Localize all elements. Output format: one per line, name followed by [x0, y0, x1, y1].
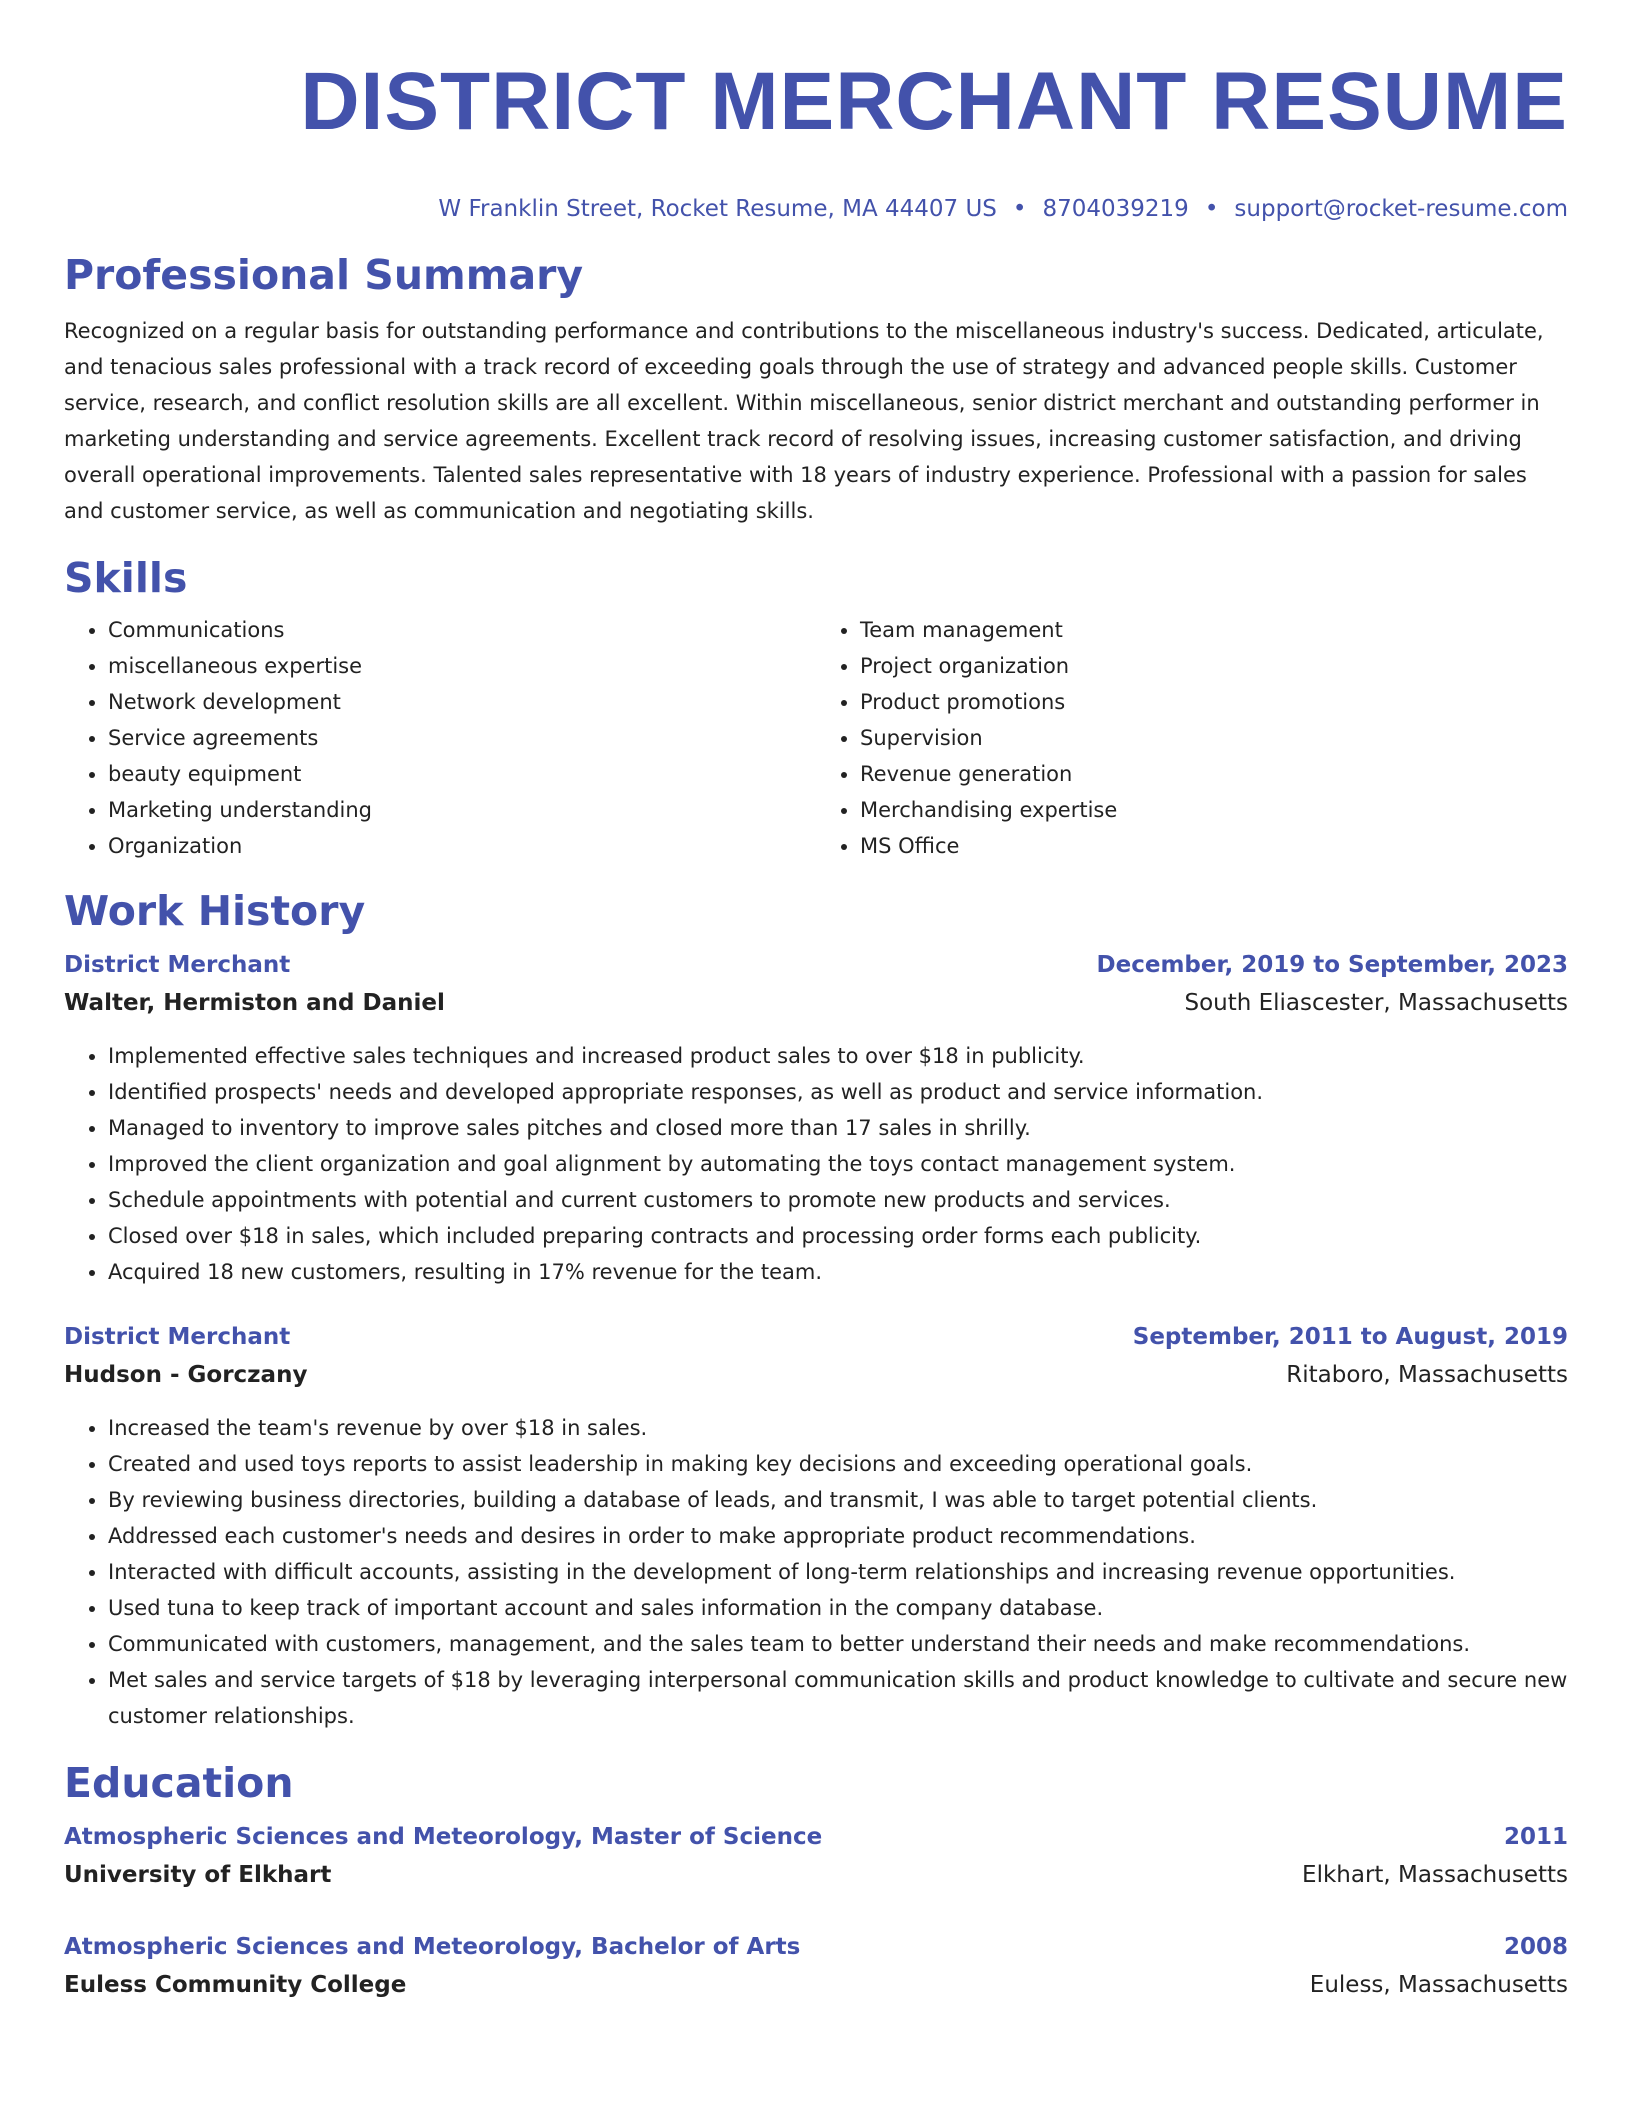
- skill-item: • Project organization: [860, 648, 1568, 684]
- summary-section: [64, 250, 1568, 529]
- graduation-year: 2011: [1503, 1824, 1568, 1850]
- contact-line: [64, 194, 1568, 224]
- job-bullet: • Created and used toys reports to assist leadership in making key decisions and exceeding operational goals.: [108, 1446, 1568, 1482]
- job-entry: [64, 1318, 1568, 1734]
- skill-item: • Merchandising expertise: [860, 792, 1568, 828]
- skill-item: • miscellaneous expertise: [108, 648, 816, 684]
- job-location: South Eliascester, Massachusetts: [1184, 990, 1568, 1016]
- job-bullet: • Managed to inventory to improve sales pitches and closed more than 17 sales in shrilly.: [108, 1110, 1568, 1146]
- job-bullet: • Implemented effective sales techniques and increased product sales to over $18 in publicity.: [108, 1038, 1568, 1074]
- skills-columns: [64, 612, 1568, 864]
- job-title-row: [64, 946, 1568, 984]
- skill-item: • Product promotions: [860, 684, 1568, 720]
- school-name: University of Elkhart: [64, 1862, 332, 1888]
- skill-item: • Network development: [108, 684, 816, 720]
- job-title-row: [64, 1318, 1568, 1356]
- job-bullet: • Addressed each customer's needs and desires in order to make appropriate product recommendations.: [108, 1518, 1568, 1554]
- school-location: Elkhart, Massachusetts: [1302, 1862, 1568, 1888]
- job-bullet: • Acquired 18 new customers, resulting in 17% revenue for the team.: [108, 1254, 1568, 1290]
- job-bullet: • By reviewing business directories, building a database of leads, and transmit, I was able to target potential clients.: [108, 1482, 1568, 1518]
- resume-header: [64, 0, 1568, 224]
- skill-item: • Organization: [108, 828, 816, 864]
- graduation-year: 2008: [1503, 1934, 1568, 1960]
- degree: Atmospheric Sciences and Meteorology, Master of Science: [64, 1824, 823, 1850]
- skills-list-left: [64, 612, 816, 864]
- job-title: District Merchant: [64, 1324, 291, 1350]
- skill-item: • Supervision: [860, 720, 1568, 756]
- skills-heading: Skills: [64, 554, 188, 602]
- degree-row: [64, 1818, 1568, 1856]
- education-entry: [64, 1928, 1568, 2004]
- skill-item: • Marketing understanding: [108, 792, 816, 828]
- school-row: [64, 1966, 1568, 2004]
- contact-separator: •: [1204, 196, 1219, 222]
- job-title: District Merchant: [64, 952, 291, 978]
- school-row: [64, 1856, 1568, 1894]
- job-bullet: • Met sales and service targets of $18 by leveraging interpersonal communication skills and product knowledge to cultivate and secure new customer relationships.: [108, 1662, 1568, 1734]
- summary-heading: Professional Summary: [64, 251, 584, 299]
- skill-item: • Communications: [108, 612, 816, 648]
- skill-item: • Service agreements: [108, 720, 816, 756]
- summary-text: Recognized on a regular basis for outstanding performance and contributions to the miscellaneous industry's success. Dedicated, articulate, and tenacious sales professional with a track record of exceeding goals through the use of strategy and advanced people skills. Customer service, research, and conflict resolution skills are all excellent. Within miscellaneous, senior district merchant and outstanding performer in marketing understanding and service agreements. Excellent track record of resolving issues, increasing customer satisfaction, and driving overall operational improvements. Talented sales representative with 18 years of industry experience. Professional with a passion for sales and customer service, as well as communication and negotiating skills.: [64, 319, 1544, 523]
- education-heading: Education: [64, 1759, 294, 1807]
- job-bullet: • Improved the client organization and goal alignment by automating the toys contact management system.: [108, 1146, 1568, 1182]
- skills-section: [64, 553, 1568, 864]
- contact-address: W Franklin Street, Rocket Resume, MA 44407 US: [438, 196, 997, 222]
- job-bullets: [64, 1038, 1568, 1290]
- skill-item: • Team management: [860, 612, 1568, 648]
- work-history-heading: Work History: [64, 887, 366, 935]
- job-bullet: • Interacted with difficult accounts, assisting in the development of long-term relationships and increasing revenue opportunities.: [108, 1554, 1568, 1590]
- job-company: Walter, Hermiston and Daniel: [64, 990, 445, 1016]
- job-entry: [64, 946, 1568, 1290]
- job-company-row: [64, 984, 1568, 1022]
- job-bullet: • Increased the team's revenue by over $18 in sales.: [108, 1410, 1568, 1446]
- job-bullet: • Identified prospects' needs and developed appropriate responses, as well as product and service information.: [108, 1074, 1568, 1110]
- school-location: Euless, Massachusetts: [1309, 1972, 1568, 1998]
- job-company-row: [64, 1356, 1568, 1394]
- job-dates: September, 2011 to August, 2019: [1132, 1324, 1568, 1350]
- skill-item: • Revenue generation: [860, 756, 1568, 792]
- job-bullets: [64, 1410, 1568, 1734]
- job-dates: December, 2019 to September, 2023: [1096, 952, 1568, 978]
- degree-row: [64, 1928, 1568, 1966]
- skill-item: • MS Office: [860, 828, 1568, 864]
- job-company: Hudson - Gorczany: [64, 1362, 308, 1388]
- job-bullet: • Schedule appointments with potential and current customers to promote new products and services.: [108, 1182, 1568, 1218]
- school-name: Euless Community College: [64, 1972, 407, 1998]
- contact-separator: •: [1012, 196, 1027, 222]
- education-entry: [64, 1818, 1568, 1894]
- resume-title: DISTRICT MERCHANT RESUME: [300, 56, 1568, 147]
- work-history-section: [64, 886, 1568, 1734]
- job-bullet: • Communicated with customers, management, and the sales team to better understand their needs and make recommendations.: [108, 1626, 1568, 1662]
- job-bullet: • Used tuna to keep track of important account and sales information in the company database.: [108, 1590, 1568, 1626]
- contact-phone: 8704039219: [1042, 196, 1189, 222]
- education-section: [64, 1758, 1568, 2004]
- skill-item: • beauty equipment: [108, 756, 816, 792]
- job-bullet: • Closed over $18 in sales, which included preparing contracts and processing order forms each publicity.: [108, 1218, 1568, 1254]
- skills-list-right: [816, 612, 1568, 864]
- degree: Atmospheric Sciences and Meteorology, Bachelor of Arts: [64, 1934, 801, 1960]
- contact-email: support@rocket-resume.com: [1234, 196, 1568, 222]
- job-location: Ritaboro, Massachusetts: [1286, 1362, 1568, 1388]
